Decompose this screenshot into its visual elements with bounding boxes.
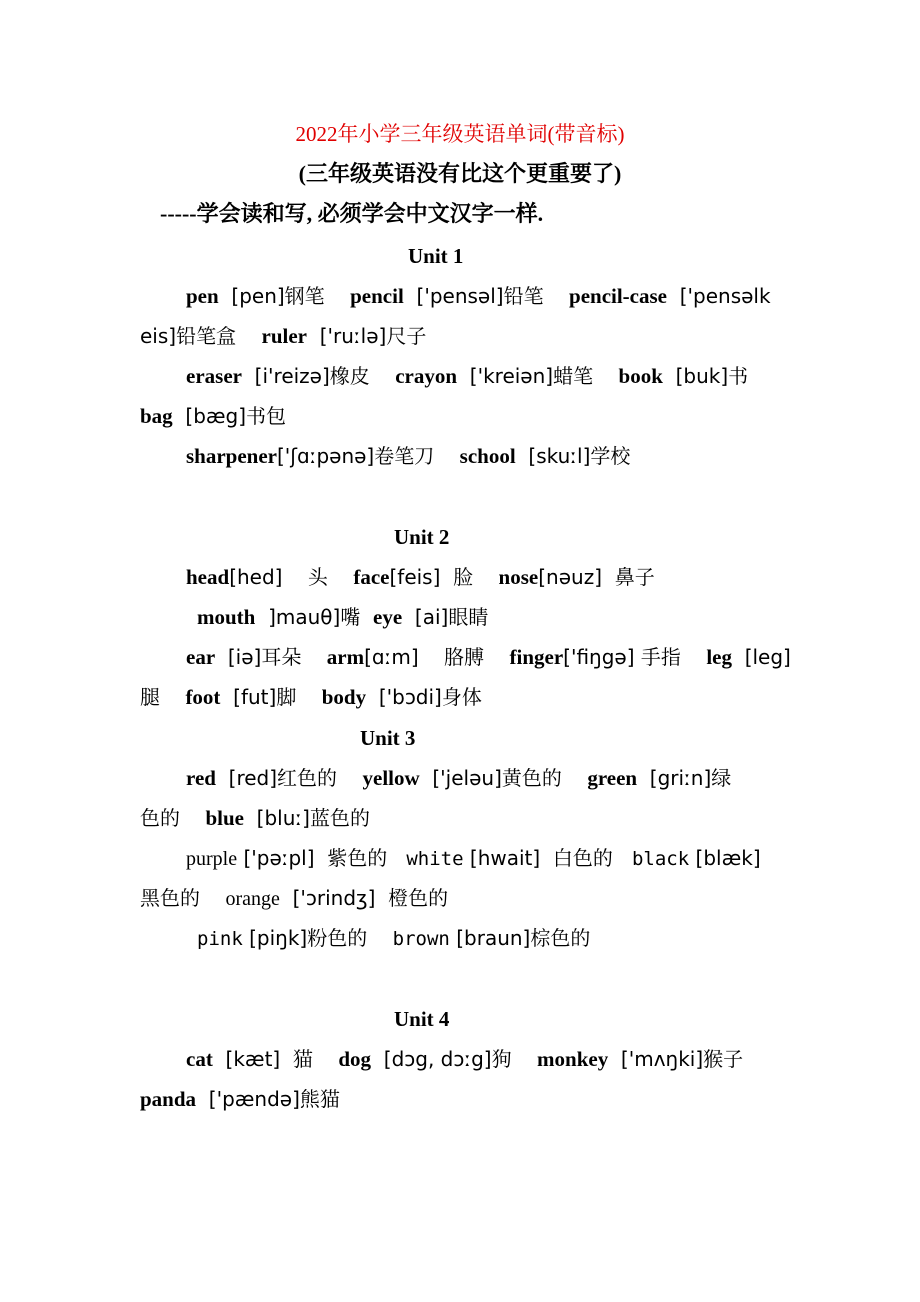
vocab-word: pink xyxy=(197,928,243,950)
vocab-word: sharpener xyxy=(186,444,277,468)
vocab-word: white xyxy=(406,848,464,870)
vocab-line xyxy=(140,402,286,430)
vocab-word: ruler xyxy=(261,324,307,348)
unit-1-heading: Unit 1 xyxy=(408,244,464,268)
vocab-pronunciation-meaning: [dɔg, dɔːg]狗 xyxy=(371,1047,538,1071)
vocab-pronunciation-meaning: [braun]棕色的 xyxy=(449,926,591,950)
vocab-word: leg xyxy=(706,645,732,669)
vocab-word: pencil-case xyxy=(569,284,667,308)
vocab-line xyxy=(186,1045,743,1073)
vocab-word: brown xyxy=(392,928,450,950)
vocab-word: pen xyxy=(186,284,219,308)
vocab-pronunciation-meaning: [skuːl]学校 xyxy=(515,444,631,468)
vocab-word: green xyxy=(587,766,638,790)
vocab-word: body xyxy=(321,685,367,709)
vocab-word: eraser xyxy=(186,364,242,388)
vocab-pronunciation-meaning: [ai]眼睛 xyxy=(402,605,489,629)
vocab-pronunciation-meaning: 色的 xyxy=(140,806,206,830)
vocab-word: crayon xyxy=(395,364,458,388)
vocab-line xyxy=(140,804,370,832)
vocab-pronunciation-meaning: [hed] 头 xyxy=(229,565,354,589)
vocab-pronunciation-meaning: [piŋk]粉色的 xyxy=(242,926,393,950)
vocab-pronunciation-meaning: ['pændə]熊猫 xyxy=(196,1087,340,1111)
vocab-word: pencil xyxy=(350,284,404,308)
vocab-pronunciation-meaning: ['ʃɑːpənə]卷笔刀 xyxy=(277,444,460,468)
vocab-line xyxy=(197,924,590,953)
vocab-word: orange xyxy=(225,888,280,910)
vocab-pronunciation-meaning: ['mʌŋki]猴子 xyxy=(608,1047,744,1071)
vocab-pronunciation-meaning: [ɑːm] 胳膊 xyxy=(364,645,510,669)
vocab-word: cat xyxy=(186,1047,213,1071)
vocab-word: arm xyxy=(326,645,365,669)
vocab-line xyxy=(140,322,426,350)
vocab-pronunciation-meaning: ['kreiən]蜡笔 xyxy=(457,364,619,388)
vocab-word: monkey xyxy=(537,1047,609,1071)
vocab-line xyxy=(186,764,731,792)
vocab-pronunciation-meaning: [hwait] 白色的 xyxy=(463,846,632,870)
vocab-pronunciation-meaning: ['pensəlk xyxy=(667,284,771,308)
vocab-pronunciation-meaning: [bluː]蓝色的 xyxy=(243,806,370,830)
vocab-word: eye xyxy=(373,605,403,629)
vocab-pronunciation-meaning: [griːn]绿 xyxy=(637,766,732,790)
vocab-pronunciation-meaning: [pen]钢笔 xyxy=(218,284,351,308)
vocab-pronunciation-meaning: [iə]耳朵 xyxy=(215,645,327,669)
motto-line: -----学会读和写, 必须学会中文汉字一样. xyxy=(160,201,544,226)
vocab-line xyxy=(197,603,488,631)
vocab-pronunciation-meaning: [red]红色的 xyxy=(215,766,363,790)
vocab-line xyxy=(186,844,761,873)
vocab-word: finger xyxy=(509,645,564,669)
unit-3-heading: Unit 3 xyxy=(360,726,416,750)
vocab-word: head xyxy=(186,565,230,589)
vocab-line xyxy=(140,1085,340,1113)
vocab-pronunciation-meaning: [fut]脚 xyxy=(220,685,322,709)
vocab-pronunciation-meaning: [buk]书 xyxy=(662,364,749,388)
vocab-word: bag xyxy=(140,404,173,428)
vocab-pronunciation-meaning: ['ruːlə]尺子 xyxy=(307,324,427,348)
vocab-line xyxy=(186,282,771,310)
vocab-word: dog xyxy=(338,1047,372,1071)
vocab-pronunciation-meaning: ['fiŋgə] 手指 xyxy=(563,645,707,669)
vocab-word: foot xyxy=(185,685,221,709)
unit-2-heading: Unit 2 xyxy=(394,525,450,549)
vocab-pronunciation-meaning: [feis] 脸 xyxy=(389,565,499,589)
vocab-word: black xyxy=(631,848,690,870)
vocab-pronunciation-meaning: 腿 xyxy=(140,685,186,709)
vocab-pronunciation-meaning: [nəuz] 鼻子 xyxy=(538,565,655,589)
vocab-word: book xyxy=(618,364,663,388)
document-subtitle: (三年级英语没有比这个更重要了) xyxy=(298,161,622,186)
vocab-word: face xyxy=(353,565,390,589)
vocab-pronunciation-meaning: 黑色的 xyxy=(140,886,226,910)
vocab-word: nose xyxy=(498,565,539,589)
unit-4-heading: Unit 4 xyxy=(394,1007,450,1031)
vocab-pronunciation-meaning: [blæk] xyxy=(689,846,761,870)
vocab-word: ear xyxy=(186,645,216,669)
vocab-pronunciation-meaning: ['pensəl]铅笔 xyxy=(403,284,570,308)
vocab-word: school xyxy=(459,444,516,468)
vocab-pronunciation-meaning: ['pəːpl] 紫色的 xyxy=(237,846,407,870)
vocab-pronunciation-meaning: eis]铅笔盒 xyxy=(140,324,262,348)
vocab-line xyxy=(186,563,655,591)
vocab-line xyxy=(186,442,630,470)
document-title: 2022年小学三年级英语单词(带音标) xyxy=(295,122,625,146)
vocab-pronunciation-meaning: ['ɔrindʒ] 橙色的 xyxy=(279,886,449,910)
vocab-word: yellow xyxy=(362,766,420,790)
vocab-pronunciation-meaning: [bæg]书包 xyxy=(172,404,287,428)
vocab-pronunciation-meaning: [i'reizə]橡皮 xyxy=(241,364,396,388)
vocab-line xyxy=(140,884,448,913)
vocab-word: red xyxy=(186,766,216,790)
vocab-word: purple xyxy=(186,848,238,870)
vocab-word: mouth xyxy=(197,605,256,629)
vocab-line xyxy=(186,643,791,671)
vocab-word: panda xyxy=(140,1087,197,1111)
vocab-pronunciation-meaning: ['jeləu]黄色的 xyxy=(419,766,588,790)
vocab-line xyxy=(140,683,482,711)
vocab-word: blue xyxy=(205,806,244,830)
vocab-line xyxy=(186,362,748,390)
vocab-pronunciation-meaning: ]mauθ]嘴 xyxy=(255,605,374,629)
vocab-pronunciation-meaning: [kæt] 猫 xyxy=(212,1047,339,1071)
vocab-pronunciation-meaning: ['bɔdi]身体 xyxy=(366,685,482,709)
vocab-pronunciation-meaning: [leg] xyxy=(731,645,791,669)
